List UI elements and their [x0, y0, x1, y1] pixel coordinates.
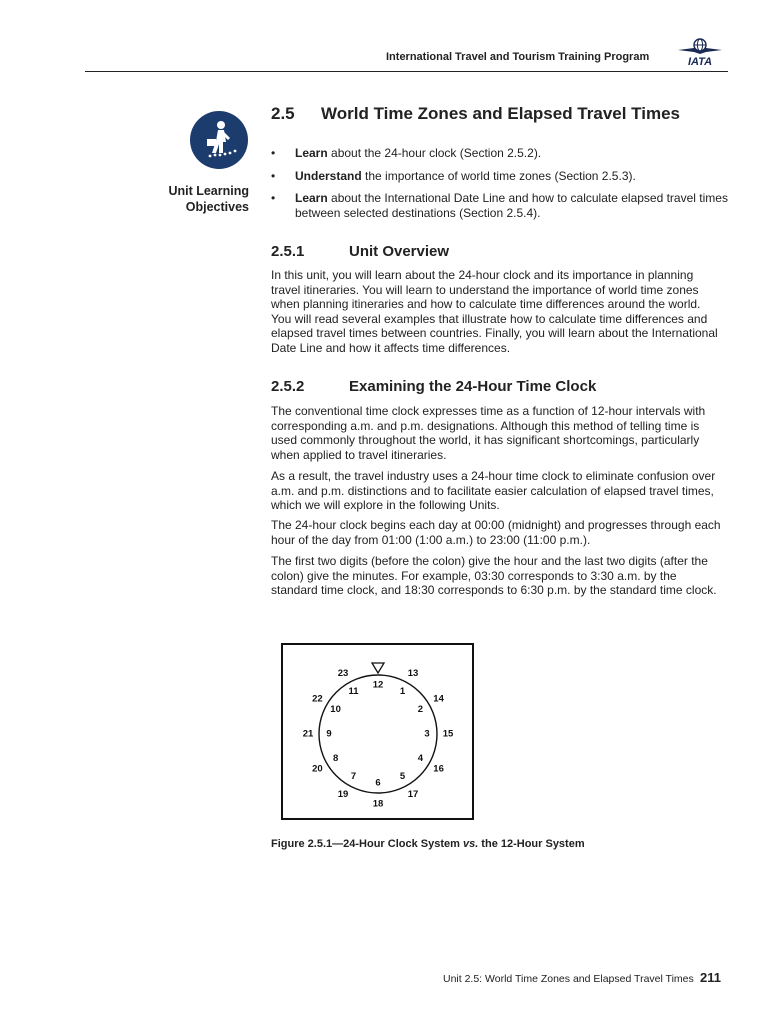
clock-inner-label: 6	[375, 777, 381, 789]
footer-text: Unit 2.5: World Time Zones and Elapsed Travel Times	[443, 973, 694, 985]
overview-paragraph: In this unit, you will learn about the 24-hour clock and its importance in planning travel itineraries. You will learn to understand the importance of world time zones when planning itineraries and how to calculate time differences around the world. You will read several examples that illustrate how to calculate time differences and elapsed travel times between countries. Finally, you will learn about the International Date Line and how it affects time differences.	[271, 268, 718, 355]
section-title: World Time Zones and Elapsed Travel Times	[321, 104, 681, 123]
overview-title: Unit Overview	[349, 243, 450, 260]
clock-outer-label: 23	[337, 667, 349, 679]
clock-inner-label: 9	[326, 728, 332, 740]
clock-inner-label: 2	[417, 704, 424, 715]
iata-logo	[676, 37, 724, 67]
clock-outer-label: 22	[312, 693, 323, 705]
overview-number: 2.5.1	[271, 243, 305, 260]
section-number: 2.5	[271, 104, 295, 123]
clock-paragraph-4: The first two digits (before the colon) give the hour and the last two digits (after the colon) give the minutes. For example, 03:30 corresponds to 3:30 a.m. by the standard time clock, and 18:30 corresponds to 6:30 p.m. by the standard time clock.	[271, 554, 717, 597]
label-line1: Unit Learning	[168, 184, 249, 198]
clock-inner-label: 8	[332, 753, 339, 764]
noon-marker-triangle	[372, 663, 384, 673]
clock-outer-label: 16	[433, 763, 444, 775]
clock-section-title: Examining the 24-Hour Time Clock	[349, 378, 597, 395]
clock-inner-label: 10	[330, 704, 341, 715]
clock-paragraph-1: The conventional time clock expresses time as a function of 12-hour intervals with corresponding a.m. and p.m. designations. Although this method of telling time is used commonly throughout the world, it has significant shortcomings, particularly when applied to travel itineraries.	[271, 404, 706, 462]
clock-diagram	[283, 645, 472, 818]
clock-outer-label: 19	[337, 789, 349, 801]
clock-inner-label: 7	[350, 770, 357, 782]
clock-outer-label: 18	[372, 798, 384, 810]
label-line2: Objectives	[185, 200, 249, 214]
clock-inner-label: 11	[348, 686, 359, 698]
clock-section-heading	[271, 378, 596, 395]
clock-inner-label: 3	[424, 728, 430, 740]
clock-outer-label: 21	[302, 728, 314, 740]
objective-item: • Learn about the International Date Line and how to calculate elapsed travel times between selected destinations (Section 2.5.4).	[271, 191, 728, 220]
objective-item: • Learn about the 24-hour clock (Section 2.5.2).	[271, 146, 542, 160]
overview-heading	[271, 243, 449, 260]
clock-outer-label: 13	[407, 667, 419, 679]
clock-inner-label: 4	[417, 753, 424, 764]
clock-inner-label: 5	[399, 770, 406, 782]
clock-outer-label: 20	[312, 763, 323, 775]
header-rule	[85, 71, 728, 72]
objective-item: • Understand the importance of world time zones (Section 2.5.3).	[271, 168, 636, 183]
objectives-list	[271, 146, 731, 228]
clock-inner-label: 12	[372, 679, 384, 691]
section-heading	[271, 104, 680, 124]
clock-figure	[281, 643, 474, 820]
logo-text: IATA	[687, 56, 713, 67]
clock-outer-label: 17	[407, 789, 419, 801]
clock-paragraph-2: As a result, the travel industry uses a 24-hour time clock to eliminate confusion over a.m. and p.m. distinctions and to facilitate easier calculation of elapsed travel times, which we will explore in the following Units.	[271, 469, 716, 512]
clock-inner-label: 1	[399, 686, 406, 698]
unit-learning-objectives-label	[120, 183, 249, 215]
clock-section-number: 2.5.2	[271, 378, 305, 395]
figure-caption: Figure 2.5.1—24-Hour Clock System vs. the 12-Hour System	[271, 838, 585, 850]
walking-traveler-icon	[190, 111, 248, 169]
clock-paragraph-3: The 24-hour clock begins each day at 00:00 (midnight) and progresses through each hour of the day from 01:00 (1:00 a.m.) to 23:00 (11:00 p.m.).	[271, 518, 721, 547]
clock-outer-label: 15	[442, 728, 454, 740]
header-title: International Travel and Tourism Training Program	[386, 51, 650, 63]
page-number: 211	[700, 970, 721, 985]
clock-outer-label: 14	[433, 693, 444, 705]
